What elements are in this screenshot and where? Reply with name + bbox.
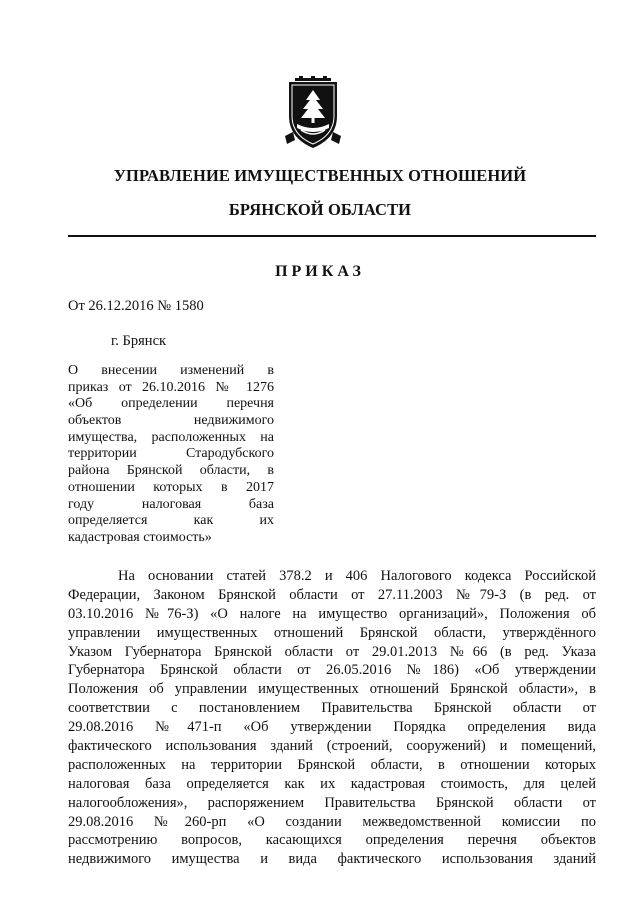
body-line: налоговая база определяется как их кадастровая стоимость, для целей <box>68 775 596 792</box>
subject-line: объектов недвижимого <box>68 413 274 429</box>
organization-name-line1: УПРАВЛЕНИЕ ИМУЩЕСТВЕННЫХ ОТНОШЕНИЙ <box>113 166 527 185</box>
body-line: Федерации, Законом Брянской области от 27.11.2003 №79-З (в ред. от <box>68 586 596 603</box>
subject-line: имущества, расположенных на <box>68 429 274 445</box>
body-line: расположенных на территории Брянской области, в отношении которых <box>68 756 596 773</box>
header-divider <box>68 235 596 237</box>
document-subject <box>68 363 274 547</box>
subject-line: отношении которых в 2017 <box>68 479 274 495</box>
body-line: 03.10.2016 №76-З) «О налоге на имущество организаций», Положения об <box>68 605 596 622</box>
subject-line: приказ от 26.10.2016 № 1276 <box>68 379 274 395</box>
body-line: Губернатора Брянской области от 26.05.2016 №186) «Об утверждении <box>68 662 596 679</box>
subject-line: кадастровая стоимость» <box>68 529 212 545</box>
body-line: рассмотрению вопросов, касающихся определения перечня объектов <box>68 832 596 849</box>
organization-name-line2: БРЯНСКОЙ ОБЛАСТИ <box>228 200 412 219</box>
body-line: недвижимого имущества и вида фактического использования зданий <box>68 851 596 868</box>
subject-line: территории Стародубского <box>68 446 274 462</box>
coat-of-arms-emblem <box>283 76 343 154</box>
body-line: фактического использования зданий (строений, сооружений) и помещений, <box>68 738 596 755</box>
document-body <box>68 567 596 869</box>
subject-line: определяется как их <box>68 513 274 529</box>
body-line: Положения об управлении имущественных отношений Брянской области», в <box>68 681 596 698</box>
body-line: На основании статей 378.2 и 406 Налогового кодекса Российской <box>118 568 596 584</box>
body-line: 29.08.2016 №471-п «Об утверждении Порядка определения вида <box>68 719 596 736</box>
body-line: 29.08.2016 №260-рп «О создании межведомственной комиссии по <box>68 813 596 830</box>
body-line: налогообложения», распоряжением Правительства Брянской области от <box>68 794 596 811</box>
document-city: г. Брянск <box>111 333 167 349</box>
subject-line: О внесении изменений в <box>68 363 274 378</box>
subject-line: района Брянской области, в <box>68 463 274 479</box>
body-line: управлении имущественных отношений Брянской области, утверждённого <box>68 624 596 641</box>
subject-line: «Об определении перечня <box>68 396 274 412</box>
document-title: ПРИКАЗ <box>275 263 365 280</box>
document-date-number: От 26.12.2016 № 1580 <box>68 298 204 314</box>
body-line: Указом Губернатора Брянской области от 29.01.2013 №66 (в ред. Указа <box>68 643 596 660</box>
body-line: соответствии с постановлением Правительства Брянской области от <box>68 700 596 717</box>
subject-line: году налоговая база <box>68 496 274 512</box>
